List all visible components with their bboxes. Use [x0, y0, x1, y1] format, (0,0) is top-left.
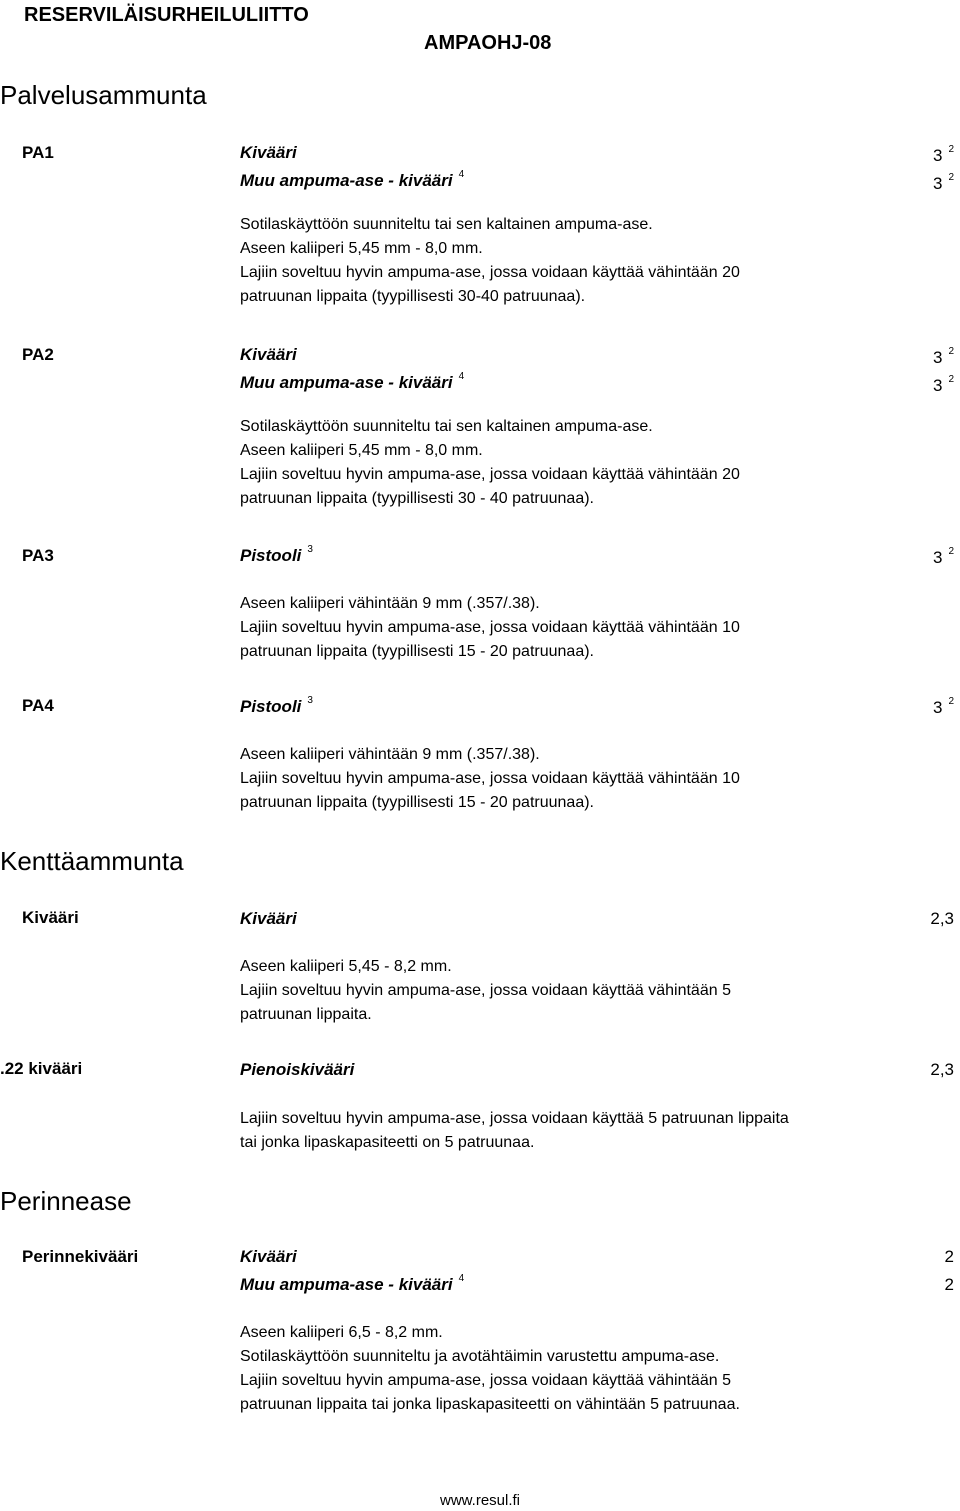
weapon-name: Pistooli $^3$ [240, 544, 313, 565]
entry-description: Aseen kaliiperi vähintään 9 mm (.357/.38). Lajiin soveltuu hyvin ampuma-ase, jossa voidaan käyttää vähintään 10 patruunan lippaita (tyypillisesti 15 - 20 patruunaa). [240, 595, 740, 660]
entry-code: PA4 [22, 696, 54, 715]
category-value: 3 $^2$ [932, 144, 954, 165]
footnote-mark: 4 [458, 1273, 465, 1285]
entry-description: Lajiin soveltuu hyvin ampuma-ase, jossa voidaan käyttää 5 patruunan lippaita tai jonka lipaskapasiteetti on 5 patruunaa. [240, 1110, 789, 1151]
entry-code: Kivääri [22, 908, 79, 927]
entry-description: Aseen kaliiperi 6,5 - 8,2 mm. Sotilaskäyttöön suunniteltu ja avotähtäimin varustettu ampuma-ase. Lajiin soveltuu hyvin ampuma-ase, jossa voidaan käyttää vähintään 5 patruunan lippaita tai jonka lipaskapasiteetti on vähintään 5 patruunaa. [240, 1324, 740, 1413]
weapon-name: Kivääri [240, 345, 297, 364]
weapon-name: Kivääri [240, 1247, 297, 1266]
section-title: Kenttäammunta [0, 846, 184, 876]
footnote-mark: 3 [307, 695, 313, 707]
weapon-name: Kivääri [240, 909, 297, 928]
entry-code: PA1 [22, 143, 54, 162]
weapon-name: Muu ampuma-ase - kivääri $^4$ [240, 169, 465, 190]
entry-description: Aseen kaliiperi vähintään 9 mm (.357/.38). Lajiin soveltuu hyvin ampuma-ase, jossa voidaan käyttää vähintään 10 patruunan lippaita (tyypillisesti 15 - 20 patruunaa). [240, 746, 740, 811]
entry-description: Aseen kaliiperi 5,45 - 8,2 mm. Lajiin soveltuu hyvin ampuma-ase, jossa voidaan käyttää vähintään 5 patruunan lippaita. [240, 958, 731, 1023]
weapon-name: Pistooli $^3$ [240, 695, 313, 716]
entry-code: .22 kivääri [0, 1059, 83, 1078]
section-title: Perinnease [0, 1186, 132, 1216]
weapon-name: Muu ampuma-ase - kivääri $^4$ [240, 371, 465, 392]
category-value: 2,3 [930, 1060, 954, 1079]
document-code: AMPAOHJ-08 [424, 32, 552, 54]
category-value: 3 $^2$ [932, 696, 954, 717]
footnote-mark: 4 [458, 169, 465, 181]
organization-name: RESERVILÄISURHEILULIITTO [24, 4, 309, 26]
category-value: 2,3 [930, 909, 954, 928]
category-value: 2 [944, 1275, 954, 1294]
category-value: 3 $^2$ [932, 374, 954, 395]
entry-code: PA2 [22, 345, 54, 364]
footnote-mark: 3 [307, 544, 313, 556]
entry-code: PA3 [22, 546, 54, 565]
entry-description: Sotilaskäyttöön suunniteltu tai sen kaltainen ampuma-ase. Aseen kaliiperi 5,45 mm - 8,0 mm. Lajiin soveltuu hyvin ampuma-ase, jossa voidaan käyttää vähintään 20 patruunan lippaita (tyypillisesti 30-40 patruunaa). [240, 216, 740, 305]
category-value: 3 $^2$ [932, 172, 954, 193]
weapon-name: Kivääri [240, 143, 297, 162]
weapon-name: Pienoiskivääri [240, 1060, 355, 1079]
section-title: Palvelusammunta [0, 80, 207, 110]
category-value: 2 [944, 1247, 954, 1266]
category-value: 3 $^2$ [932, 546, 954, 567]
weapon-name: Muu ampuma-ase - kivääri $^4$ [240, 1273, 465, 1294]
footnote-mark: 4 [458, 371, 465, 383]
category-value: 3 $^2$ [932, 346, 954, 367]
entry-description: Sotilaskäyttöön suunniteltu tai sen kaltainen ampuma-ase. Aseen kaliiperi 5,45 mm - 8,0 mm. Lajiin soveltuu hyvin ampuma-ase, jossa voidaan käyttää vähintään 20 patruunan lippaita (tyypillisesti 30 - 40 patruunaa). [240, 418, 740, 507]
entry-code: Perinnekivääri [22, 1247, 139, 1266]
footer-url[interactable]: www.resul.fi [439, 1492, 521, 1509]
